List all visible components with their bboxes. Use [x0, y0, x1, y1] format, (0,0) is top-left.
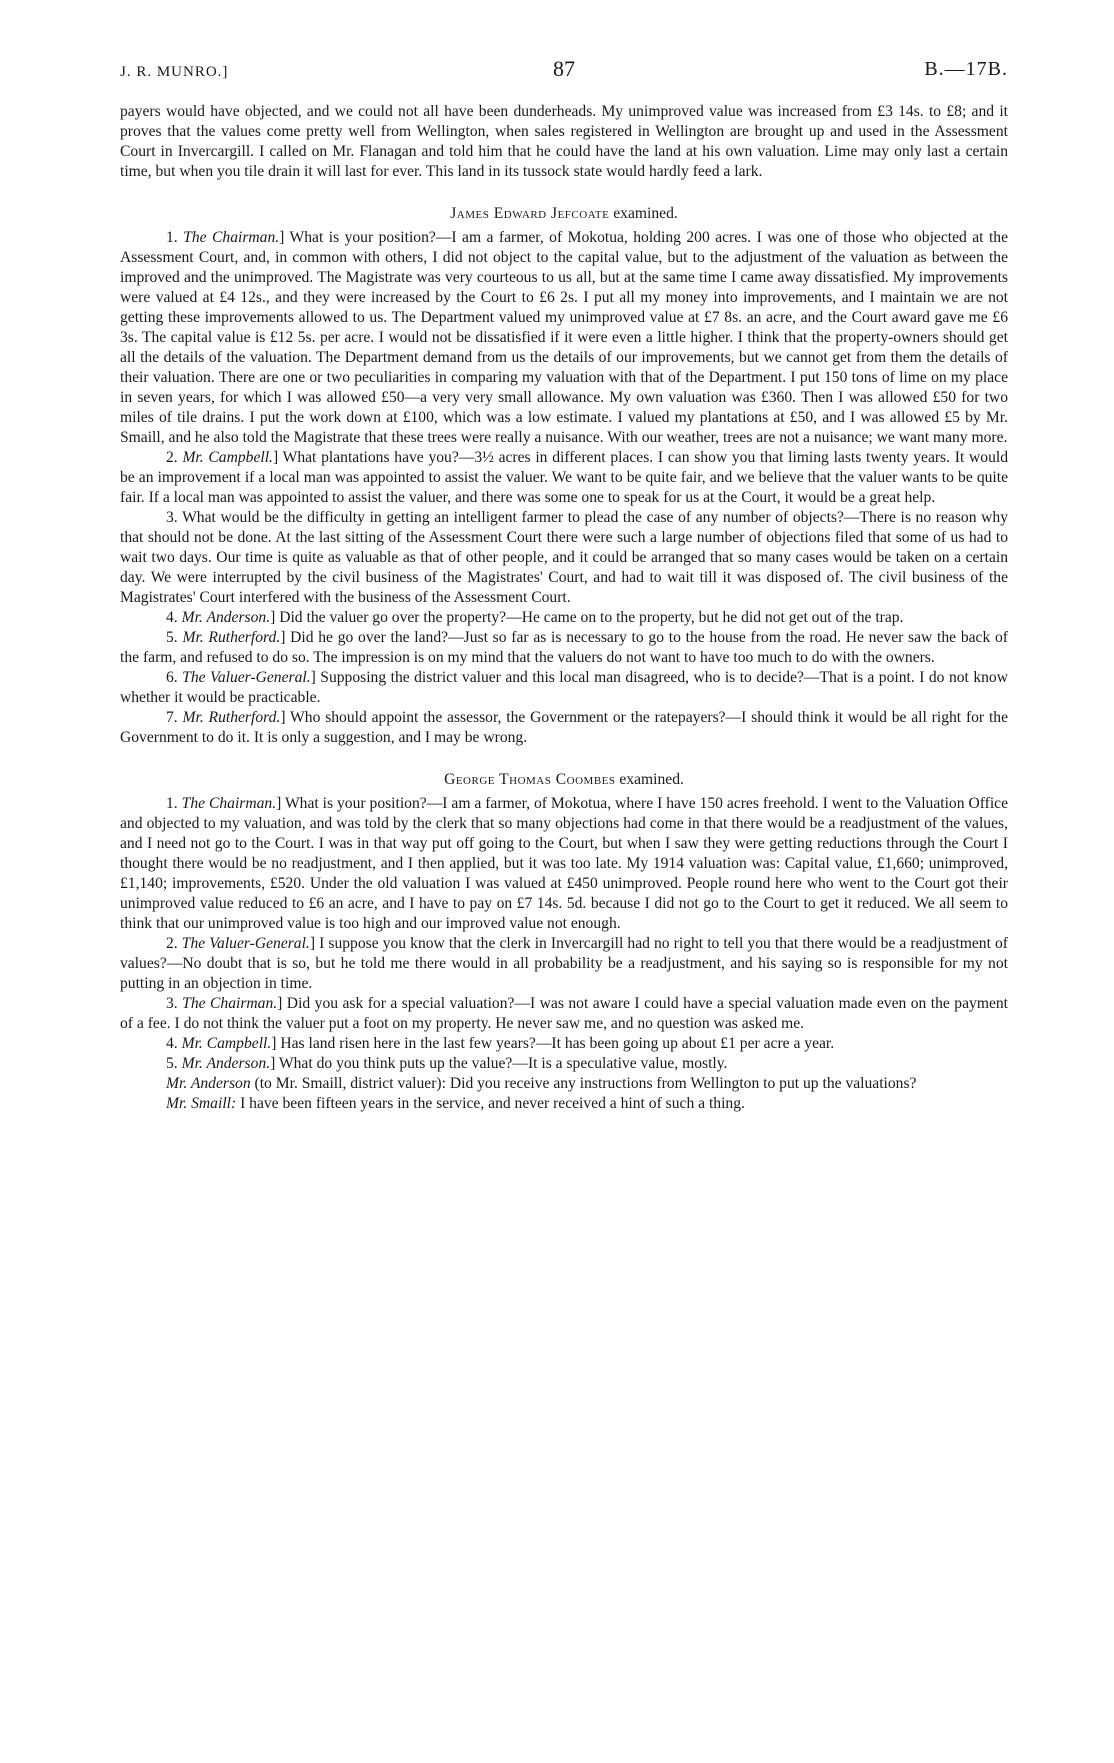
page-number: 87 — [553, 56, 575, 81]
testimony-paragraph — [120, 668, 1008, 708]
exchange-text: I have been fifteen years in the service, and never received a hint of such a thing. — [236, 1095, 745, 1112]
testimony-text: ] Has land risen here in the last few years?—It has been going up about £1 per acre a year. — [271, 1035, 835, 1052]
exchange-paragraph — [120, 1074, 1008, 1094]
speaker-name: Mr. Campbell. — [182, 449, 273, 466]
testimony-paragraph — [120, 1034, 1008, 1054]
exchange-text: (to Mr. Smaill, district valuer): Did you receive any instructions from Wellington to put up the valuations? — [250, 1075, 917, 1092]
question-number: 1. — [166, 229, 184, 246]
exchange-paragraph — [120, 1094, 1008, 1114]
question-number: 4. — [166, 1035, 182, 1052]
question-number: 7. — [166, 709, 183, 726]
intro-paragraph: payers would have objected, and we could not all have been dunderheads. My unimproved value was increased from £3 14s. to £8; and it proves that the values come pretty well from Wellington, when sales registered in Wellington are brought up and used in the Assessment Court in Invercargill. I called on Mr. Flanagan and told him that he could have the land at his own valuation. Lime may only last a certain time, but when you tile drain it will last for ever. This land in its tussock state would hardly feed a lark. — [120, 103, 1008, 180]
testimony-text: ] What do you think puts up the value?—It is a speculative value, mostly. — [270, 1055, 728, 1072]
speaker-name: Mr. Rutherford. — [182, 709, 281, 726]
witness-name: George Thomas Coombes — [444, 771, 616, 788]
witness-name: James Edward Jefcoate — [450, 205, 610, 222]
testimony-text: ] Did he go over the land?—Just so far as is necessary to go to the house from the road. He never saw the back of the farm, and refused to do so. The impression is on my mind that the valuers do not want to have too much to do with the owners. — [120, 629, 1009, 666]
testimony-paragraph — [120, 708, 1008, 748]
testimony-text: ] Did you ask for a special valuation?—I was not aware I could have a special valuation made even on the payment of a fee. I do not think the valuer put a foot on my property. He never saw me, and no question was asked me. — [120, 995, 1008, 1032]
heading-suffix: examined. — [615, 771, 684, 788]
running-header — [120, 56, 1008, 96]
document-body — [120, 102, 1008, 1114]
testimony-paragraph — [120, 608, 1008, 628]
testimony-text: ] I suppose you know that the clerk in Invercargill had no right to tell you that there would be a readjustment of values?—No doubt that is so, but he told me there would in all probability be a readjustment, and his saying so is responsible for my not putting in an objection in time. — [120, 935, 1008, 992]
question-number: 2. — [166, 449, 183, 466]
speaker-name: The Chairman. — [183, 229, 280, 246]
question-number: 1. — [166, 795, 182, 812]
testimony-paragraph — [120, 508, 1008, 608]
question-number: 4. — [166, 609, 182, 626]
speaker-name: The Valuer-General. — [181, 935, 310, 952]
testimony-paragraph — [120, 994, 1008, 1034]
testimony-paragraph — [120, 228, 1008, 448]
testimony-paragraph — [120, 794, 1008, 934]
speaker-name: Mr. Anderson — [166, 1075, 251, 1092]
speaker-name: Mr. Campbell. — [181, 1035, 272, 1052]
paper-reference: B.—17B. — [924, 58, 1008, 80]
header-witness-name: J. R. MUNRO.] — [120, 64, 229, 80]
question-number: 3. — [166, 509, 183, 526]
speaker-name: Mr. Rutherford. — [182, 629, 281, 646]
question-number: 5. — [166, 1055, 182, 1072]
testimony-text: ] Who should appoint the assessor, the Government or the ratepayers?—I should think it would be all right for the Government to do it. It is only a suggestion, and I may be wrong. — [120, 709, 1008, 746]
speaker-name: The Chairman. — [182, 995, 278, 1012]
section-heading-jefcoate — [120, 204, 1008, 224]
speaker-name: The Valuer-General. — [182, 669, 311, 686]
testimony-text: ] What is your position?—I am a farmer, of Mokotua, holding 200 acres. I was one of those who objected at the Assessment Court, and, in common with others, I did not object to the capital value, but to the adjustment of the valuation as between the improved and the unimproved. The Magistrate was very courteous to us all, but at the same time I came away dissatisfied. My improvements were valued at £4 12s., and they were increased by the Court to £6 2s. I put all my money into improvements, and I maintain we are not getting these improvements allowed to us. The Department valued my unimproved value at £7 8s. an acre, and the Court award gave me £6 3s. The capital value is £12 5s. per acre. I would not be dissatisfied if it were even a little higher. I think that the property-owners should get all the details of the valuation. The Department demand from us the details of our improvements, but we cannot get from them the details of their valuation. There are one or two peculiarities in comparing my valuation with that of the Department. I put 150 tons of lime on my place in seven years, for which I was allowed £50—a very very small allowance. My own valuation was £360. Then I was allowed £50 for two miles of tile drains. I put the work down at £100, which was a low estimate. I valued my plantations at £50, and I was allowed £5 by Mr. Smaill, and he also told the Magistrate that these trees were really a nuisance. With our weather, trees are not a nuisance; we want many more. — [120, 229, 1009, 446]
testimony-paragraph — [120, 628, 1008, 668]
question-number: 5. — [166, 629, 183, 646]
question-number: 6. — [166, 669, 183, 686]
testimony-text: ] What is your position?—I am a farmer, of Mokotua, where I have 150 acres freehold. I went to the Valuation Office and objected to my valuation, and was told by the clerk that so many objections had come in that there would be a readjustment of the values, and I need not go to the Court. I was in that way put off going to the Court, but when I saw they were getting reductions through the Court I thought there would be no readjustment, and I then applied, but it was too late. My 1914 valuation was: Capital value, £1,660; unimproved, £1,140; improvements, £520. Under the old valuation I was valued at £450 unimproved. People round here who went to the Court got their unimproved value reduced to £6 an acre, and I have to pay on £7 14s. 5d. because I did not go to the Court to get it reduced. We all seem to think that our unimproved value is too high and our improved value not enough. — [120, 795, 1009, 932]
question-number: 3. — [166, 995, 183, 1012]
speaker-name: The Chairman. — [181, 795, 277, 812]
section-heading-coombes — [120, 770, 1008, 790]
question-number: 2. — [166, 935, 182, 952]
speaker-name: Mr. Anderson. — [181, 1055, 271, 1072]
testimony-paragraph — [120, 1054, 1008, 1074]
testimony-text: ] Supposing the district valuer and this local man disagreed, who is to decide?—That is a point. I do not know whether it would be practicable. — [120, 669, 1008, 706]
testimony-paragraph — [120, 934, 1008, 994]
speaker-name: Mr. Smaill: — [166, 1095, 237, 1112]
testimony-text: ] What plantations have you?—3½ acres in different places. I can show you that liming lasts twenty years. It would be an improvement if a local man was appointed to assist the valuer. We want to be quite fair, and we believe that the valuer wants to be quite fair. If a local man was appointed to assist the valuer, and there was some one to speak for us at the Court, it would be a great help. — [120, 449, 1009, 506]
testimony-text: ] Did the valuer go over the property?—He came on to the property, but he did not get out of the trap. — [270, 609, 904, 626]
testimony-text: What would be the difficulty in getting an intelligent farmer to plead the case of any number of objects?—There is no reason why that should not be done. At the last sitting of the Assessment Court there were such a large number of objections filed that some of us had to wait two days. Our time is quite as valuable as that of other people, and it could be arranged that so many cases would be taken on a certain day. We were interrupted by the civil business of the Magistrates' Court, and had to wait till it was disposed of. The civil business of the Magistrates' Court interfered with the business of the Assessment Court. — [120, 509, 1008, 606]
heading-suffix: examined. — [609, 205, 678, 222]
testimony-paragraph — [120, 448, 1008, 508]
speaker-name: Mr. Anderson. — [181, 609, 271, 626]
